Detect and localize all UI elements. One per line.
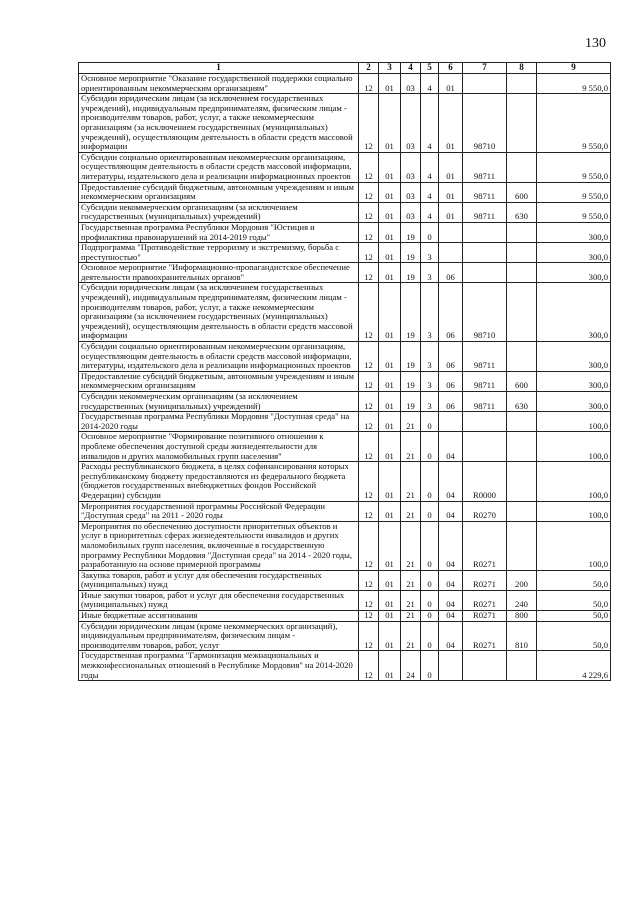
- row-code-cell: 01: [439, 202, 463, 222]
- row-code-cell: [439, 651, 463, 681]
- row-code-cell: 06: [439, 371, 463, 391]
- header-cell: 4: [401, 63, 421, 74]
- row-code-cell: [463, 222, 507, 242]
- row-code-cell: 98711: [463, 202, 507, 222]
- row-code-cell: R0271: [463, 521, 507, 570]
- header-cell: 1: [79, 63, 359, 74]
- table-row: [79, 651, 611, 681]
- row-code-cell: 0: [421, 412, 439, 432]
- row-code-cell: 01: [379, 202, 401, 222]
- row-code-cell: 0: [421, 611, 439, 622]
- row-name-cell: Мероприятия по обеспечению доступности приоритетных объектов и услуг в приоритетных сферах жизнедеятельности инвалидов и других маломобильных групп населения, включенные в государственную программу Республики Мордовия "Доступная среда" на 2014 - 2020 годы, разработанную на основе примерной программы: [79, 521, 359, 570]
- row-code-cell: 21: [401, 432, 421, 462]
- row-code-cell: 03: [401, 74, 421, 94]
- table-row: [79, 371, 611, 391]
- row-code-cell: 04: [439, 590, 463, 610]
- row-code-cell: [463, 74, 507, 94]
- row-code-cell: 3: [421, 371, 439, 391]
- row-code-cell: 19: [401, 283, 421, 342]
- row-amount-cell: 50,0: [537, 590, 611, 610]
- row-code-cell: 21: [401, 501, 421, 521]
- row-code-cell: 21: [401, 570, 421, 590]
- row-code-cell: 4: [421, 182, 439, 202]
- row-amount-cell: 300,0: [537, 392, 611, 412]
- row-code-cell: 630: [507, 202, 537, 222]
- table-row: [79, 202, 611, 222]
- table-body: [79, 74, 611, 681]
- header-cell: 6: [439, 63, 463, 74]
- row-code-cell: 01: [379, 521, 401, 570]
- row-code-cell: 12: [359, 392, 379, 412]
- row-name-cell: Предоставление субсидий бюджетным, автономным учреждениям и иным некоммерческим организациям: [79, 182, 359, 202]
- row-code-cell: 01: [379, 222, 401, 242]
- row-code-cell: 98710: [463, 94, 507, 153]
- row-amount-cell: 9 550,0: [537, 94, 611, 153]
- header-cell: 3: [379, 63, 401, 74]
- row-code-cell: [507, 432, 537, 462]
- row-amount-cell: 300,0: [537, 283, 611, 342]
- row-amount-cell: 50,0: [537, 621, 611, 651]
- row-code-cell: 0: [421, 570, 439, 590]
- table-row: [79, 621, 611, 651]
- row-name-cell: Субсидии социально ориентированным некоммерческим организациям, осуществляющим деятельность в области средств массовой информации, литературы, издательского дела и реализации информационных проектов: [79, 342, 359, 372]
- row-amount-cell: 300,0: [537, 222, 611, 242]
- row-code-cell: 21: [401, 462, 421, 501]
- row-code-cell: 03: [401, 182, 421, 202]
- header-cell: 2: [359, 63, 379, 74]
- row-code-cell: 12: [359, 570, 379, 590]
- row-code-cell: 19: [401, 371, 421, 391]
- row-code-cell: 0: [421, 621, 439, 651]
- row-amount-cell: 50,0: [537, 570, 611, 590]
- row-name-cell: Государственная программа Республики Мордовия "Доступная среда" на 2014-2020 годы: [79, 412, 359, 432]
- row-amount-cell: 100,0: [537, 501, 611, 521]
- row-amount-cell: 9 550,0: [537, 182, 611, 202]
- row-code-cell: 01: [379, 243, 401, 263]
- row-amount-cell: 9 550,0: [537, 202, 611, 222]
- row-code-cell: 01: [379, 392, 401, 412]
- row-code-cell: 06: [439, 342, 463, 372]
- row-code-cell: 03: [401, 202, 421, 222]
- row-amount-cell: 300,0: [537, 243, 611, 263]
- table-row: [79, 222, 611, 242]
- row-code-cell: 12: [359, 202, 379, 222]
- row-code-cell: [507, 74, 537, 94]
- table-row: [79, 432, 611, 462]
- row-code-cell: 01: [379, 621, 401, 651]
- row-code-cell: 4: [421, 152, 439, 182]
- row-code-cell: 04: [439, 501, 463, 521]
- table-row: [79, 94, 611, 153]
- row-code-cell: 01: [379, 152, 401, 182]
- row-code-cell: [507, 283, 537, 342]
- row-name-cell: Субсидии юридическим лицам (кроме некоммерческих организаций), индивидуальным предпринимателям, физическим лицам - производителям товаров, работ, услуг: [79, 621, 359, 651]
- row-code-cell: [463, 432, 507, 462]
- table-row: [79, 263, 611, 283]
- row-code-cell: 12: [359, 501, 379, 521]
- row-code-cell: 12: [359, 283, 379, 342]
- table-row: [79, 590, 611, 610]
- row-code-cell: 03: [401, 152, 421, 182]
- table-header-row: [79, 63, 611, 74]
- row-code-cell: 01: [379, 182, 401, 202]
- row-code-cell: [507, 152, 537, 182]
- row-code-cell: R0271: [463, 611, 507, 622]
- row-code-cell: 01: [379, 412, 401, 432]
- row-code-cell: 04: [439, 570, 463, 590]
- row-name-cell: Закупка товаров, работ и услуг для обеспечения государственных (муниципальных) нужд: [79, 570, 359, 590]
- row-code-cell: 0: [421, 590, 439, 610]
- row-code-cell: 19: [401, 392, 421, 412]
- row-code-cell: 0: [421, 462, 439, 501]
- row-amount-cell: 50,0: [537, 611, 611, 622]
- table-row: [79, 392, 611, 412]
- row-code-cell: 01: [379, 570, 401, 590]
- row-code-cell: [463, 651, 507, 681]
- row-code-cell: 12: [359, 342, 379, 372]
- row-code-cell: 98711: [463, 182, 507, 202]
- row-amount-cell: 300,0: [537, 263, 611, 283]
- row-code-cell: [507, 94, 537, 153]
- row-code-cell: 98711: [463, 152, 507, 182]
- row-code-cell: [507, 521, 537, 570]
- row-name-cell: Иные закупки товаров, работ и услуг для обеспечения государственных (муниципальных) нужд: [79, 590, 359, 610]
- row-code-cell: 21: [401, 521, 421, 570]
- row-code-cell: 810: [507, 621, 537, 651]
- row-code-cell: [507, 243, 537, 263]
- row-amount-cell: 100,0: [537, 462, 611, 501]
- row-code-cell: 12: [359, 590, 379, 610]
- row-code-cell: 04: [439, 621, 463, 651]
- row-code-cell: 01: [379, 263, 401, 283]
- table-row: [79, 152, 611, 182]
- row-code-cell: 200: [507, 570, 537, 590]
- row-code-cell: 240: [507, 590, 537, 610]
- row-name-cell: Основное мероприятие "Формирование позитивного отношения к проблеме обеспечения доступной среды жизнедеятельности для инвалидов и других маломобильных групп населения": [79, 432, 359, 462]
- row-code-cell: 06: [439, 392, 463, 412]
- row-code-cell: [507, 263, 537, 283]
- row-name-cell: Государственная программа "Гармонизация межнациональных и межконфессиональных отношений в Республике Мордовия" на 2014-2020 годы: [79, 651, 359, 681]
- row-name-cell: Мероприятия государственной программы Российской Федерации "Доступная среда" на 2011 - 2020 годы: [79, 501, 359, 521]
- row-amount-cell: 9 550,0: [537, 74, 611, 94]
- row-code-cell: 12: [359, 462, 379, 501]
- row-code-cell: 01: [379, 462, 401, 501]
- row-code-cell: 01: [379, 611, 401, 622]
- row-code-cell: [507, 651, 537, 681]
- row-code-cell: 0: [421, 501, 439, 521]
- row-name-cell: Субсидии некоммерческим организациям (за исключением государственных (муниципальных) учреждений): [79, 202, 359, 222]
- table-row: [79, 283, 611, 342]
- row-code-cell: 01: [439, 152, 463, 182]
- row-code-cell: 4: [421, 202, 439, 222]
- row-code-cell: 98710: [463, 283, 507, 342]
- row-code-cell: 12: [359, 611, 379, 622]
- row-code-cell: 01: [379, 74, 401, 94]
- row-name-cell: Государственная программа Республики Мордовия "Юстиция и профилактика правонарушений на 2014-2019 годы": [79, 222, 359, 242]
- row-code-cell: 01: [379, 94, 401, 153]
- row-code-cell: [439, 243, 463, 263]
- table-row: [79, 412, 611, 432]
- row-code-cell: [439, 222, 463, 242]
- row-code-cell: 21: [401, 590, 421, 610]
- row-code-cell: 06: [439, 263, 463, 283]
- row-code-cell: 600: [507, 371, 537, 391]
- page-number: 130: [585, 36, 606, 51]
- row-amount-cell: 100,0: [537, 412, 611, 432]
- table-row: [79, 182, 611, 202]
- row-amount-cell: 100,0: [537, 432, 611, 462]
- row-code-cell: 12: [359, 152, 379, 182]
- table-row: [79, 342, 611, 372]
- row-code-cell: 3: [421, 342, 439, 372]
- row-code-cell: 12: [359, 222, 379, 242]
- row-code-cell: [507, 412, 537, 432]
- row-code-cell: 04: [439, 432, 463, 462]
- row-code-cell: [463, 412, 507, 432]
- row-code-cell: 12: [359, 651, 379, 681]
- row-code-cell: 19: [401, 222, 421, 242]
- row-amount-cell: 4 229,6: [537, 651, 611, 681]
- row-code-cell: [507, 222, 537, 242]
- row-name-cell: Основное мероприятие "Оказание государственной поддержки социально ориентированным некоммерческим организациям": [79, 74, 359, 94]
- row-code-cell: 04: [439, 521, 463, 570]
- row-amount-cell: 300,0: [537, 342, 611, 372]
- row-code-cell: 3: [421, 243, 439, 263]
- row-code-cell: 600: [507, 182, 537, 202]
- row-code-cell: 21: [401, 621, 421, 651]
- header-cell: 5: [421, 63, 439, 74]
- row-code-cell: [463, 243, 507, 263]
- row-code-cell: 01: [379, 651, 401, 681]
- table-row: [79, 570, 611, 590]
- row-code-cell: 21: [401, 412, 421, 432]
- row-name-cell: Основное мероприятие "Информационно-пропагандистское обеспечение деятельности правоохранительных органов": [79, 263, 359, 283]
- row-name-cell: Субсидии некоммерческим организациям (за исключением государственных (муниципальных) учреждений): [79, 392, 359, 412]
- row-amount-cell: 9 550,0: [537, 152, 611, 182]
- row-code-cell: 12: [359, 94, 379, 153]
- row-code-cell: 01: [379, 501, 401, 521]
- row-code-cell: 19: [401, 342, 421, 372]
- row-code-cell: 12: [359, 621, 379, 651]
- table-row: [79, 521, 611, 570]
- table-row: [79, 462, 611, 501]
- row-code-cell: 98711: [463, 371, 507, 391]
- row-code-cell: 12: [359, 521, 379, 570]
- row-code-cell: [507, 342, 537, 372]
- row-code-cell: 0: [421, 222, 439, 242]
- table-row: [79, 501, 611, 521]
- row-code-cell: 98711: [463, 342, 507, 372]
- row-code-cell: 0: [421, 432, 439, 462]
- row-code-cell: 3: [421, 283, 439, 342]
- row-name-cell: Предоставление субсидий бюджетным, автономным учреждениям и иным некоммерческим организациям: [79, 371, 359, 391]
- row-name-cell: Субсидии юридическим лицам (за исключением государственных учреждений), индивидуальным предпринимателям, физическим лицам - производителям товаров, работ, услуг, а также некоммерческим организациям (за исключением государственных (муниципальных) учреждений), осуществляющим деятельность в области средств массовой информации: [79, 283, 359, 342]
- row-code-cell: 12: [359, 263, 379, 283]
- row-code-cell: 06: [439, 283, 463, 342]
- row-name-cell: Подпрограмма "Противодействие терроризму и экстремизму, борьба с преступностью": [79, 243, 359, 263]
- row-code-cell: 4: [421, 74, 439, 94]
- row-code-cell: 21: [401, 611, 421, 622]
- row-code-cell: 12: [359, 74, 379, 94]
- row-code-cell: 01: [379, 342, 401, 372]
- budget-table: [78, 62, 611, 681]
- row-code-cell: 01: [379, 371, 401, 391]
- row-amount-cell: 100,0: [537, 521, 611, 570]
- row-code-cell: [507, 462, 537, 501]
- row-code-cell: 98711: [463, 392, 507, 412]
- row-code-cell: R0271: [463, 621, 507, 651]
- header-cell: 8: [507, 63, 537, 74]
- header-cell: 7: [463, 63, 507, 74]
- row-code-cell: 0: [421, 651, 439, 681]
- row-code-cell: 01: [379, 432, 401, 462]
- row-code-cell: 01: [379, 590, 401, 610]
- row-code-cell: 12: [359, 243, 379, 263]
- row-code-cell: 4: [421, 94, 439, 153]
- row-code-cell: 04: [439, 462, 463, 501]
- row-code-cell: 01: [439, 74, 463, 94]
- row-code-cell: 19: [401, 263, 421, 283]
- row-code-cell: R0000: [463, 462, 507, 501]
- row-name-cell: Расходы республиканского бюджета, в целях софинансирования которых республиканскому бюджету предоставляются из федерального бюджета (бюджетов государственных внебюджетных фондов Российской Федерации) субсидии: [79, 462, 359, 501]
- row-code-cell: 0: [421, 521, 439, 570]
- row-code-cell: 01: [379, 283, 401, 342]
- header-cell: 9: [537, 63, 611, 74]
- row-code-cell: 3: [421, 392, 439, 412]
- row-code-cell: 12: [359, 371, 379, 391]
- row-code-cell: [463, 263, 507, 283]
- table-row: [79, 74, 611, 94]
- row-name-cell: Субсидии социально ориентированным некоммерческим организациям, осуществляющим деятельность в области средств массовой информации, литературы, издательского дела и реализации информационных проектов: [79, 152, 359, 182]
- row-code-cell: 03: [401, 94, 421, 153]
- row-code-cell: R0270: [463, 501, 507, 521]
- row-code-cell: R0271: [463, 590, 507, 610]
- row-code-cell: 12: [359, 182, 379, 202]
- row-code-cell: 12: [359, 412, 379, 432]
- row-code-cell: 19: [401, 243, 421, 263]
- row-code-cell: 3: [421, 263, 439, 283]
- row-name-cell: Иные бюджетные ассигнования: [79, 611, 359, 622]
- row-amount-cell: 300,0: [537, 371, 611, 391]
- row-code-cell: [507, 501, 537, 521]
- row-code-cell: 04: [439, 611, 463, 622]
- row-code-cell: 01: [439, 182, 463, 202]
- row-code-cell: 01: [439, 94, 463, 153]
- row-code-cell: [439, 412, 463, 432]
- row-code-cell: 630: [507, 392, 537, 412]
- row-code-cell: 24: [401, 651, 421, 681]
- row-name-cell: Субсидии юридическим лицам (за исключением государственных учреждений), индивидуальным предпринимателям, физическим лицам - производителям товаров, работ, услуг, а также некоммерческим организациям (за исключением государственных (муниципальных) учреждений), осуществляющим деятельность в области средств массовой информации: [79, 94, 359, 153]
- row-code-cell: 12: [359, 432, 379, 462]
- row-code-cell: 800: [507, 611, 537, 622]
- table-row: [79, 611, 611, 622]
- row-code-cell: R0271: [463, 570, 507, 590]
- table-row: [79, 243, 611, 263]
